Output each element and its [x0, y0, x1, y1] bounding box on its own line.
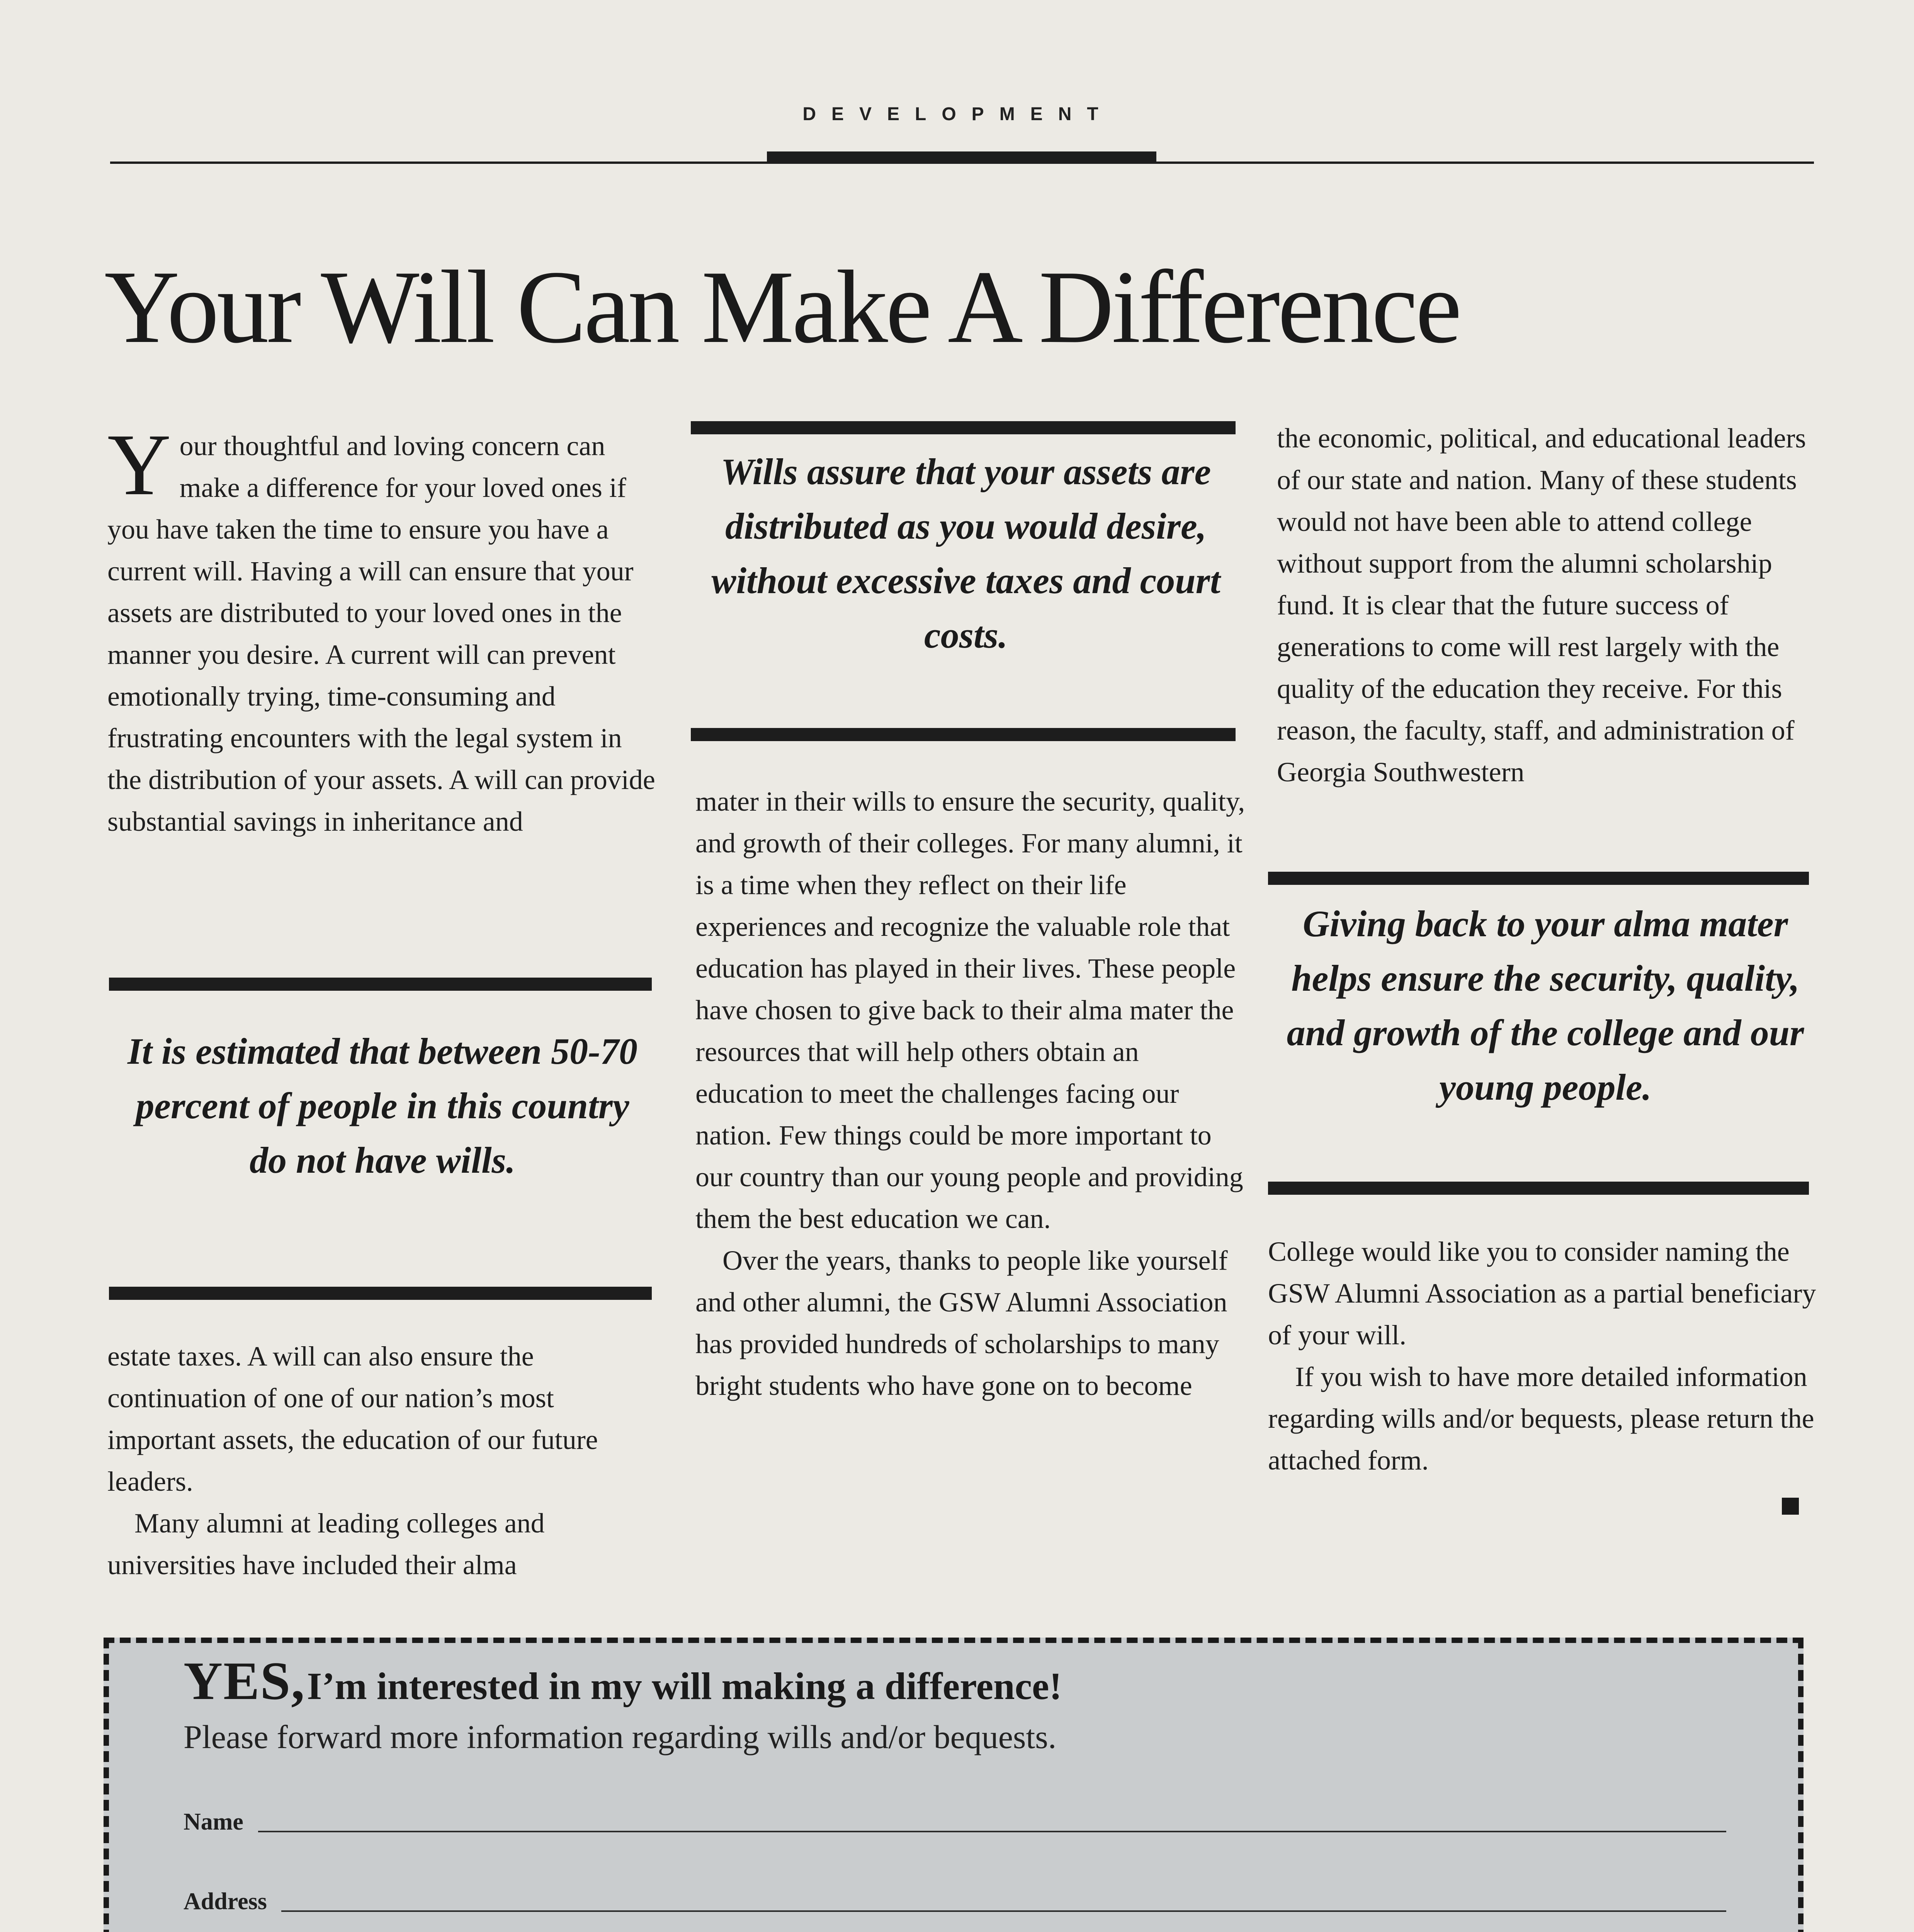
- paragraph: Many alumni at leading colleges and universities have included their alma: [107, 1508, 545, 1580]
- form-title-yes: YES,: [184, 1651, 306, 1711]
- pullquote-rule-top: [1268, 872, 1809, 885]
- header-accent-bar: [767, 151, 1156, 164]
- pullquote-rule-bottom: [109, 1287, 652, 1300]
- address-field[interactable]: [281, 1910, 1726, 1912]
- pullquote-rule-top: [691, 421, 1236, 434]
- pullquote-rule-bottom: [691, 728, 1236, 741]
- column-1-top: [107, 416, 656, 842]
- column-2: [695, 781, 1252, 1406]
- form-title-text: I’m interested in my will making a difference!: [307, 1665, 1062, 1708]
- pullquote-3: Giving back to your alma mater helps ensure the security, quality, and growth of the college and our young people.: [1287, 903, 1804, 1108]
- paragraph: mater in their wills to ensure the security, quality, and growth of their colleges. For many alumni, it is a time when they reflect on their life experiences and recognize the valuable role that education has played in their lives. These people have chosen to give back to their alma mater the resources that will help others obtain an education to meet the challenges facing our nation. Few things could be more important to our country than our young people and providing them the best education we can.: [695, 786, 1245, 1234]
- pullquote-1: It is estimated that between 50-70 percent of people in this country do not have wills.: [127, 1031, 637, 1181]
- column-3-top: [1277, 417, 1829, 793]
- paragraph: If you wish to have more detailed information regarding wills and/or bequests, please return the attached form.: [1268, 1361, 1814, 1476]
- section-label: DEVELOPMENT: [802, 104, 1114, 124]
- column-3-bottom: [1268, 1231, 1821, 1481]
- end-mark: [1782, 1498, 1799, 1515]
- paragraph: estate taxes. A will can also ensure the continuation of one of our nation’s most important assets, the education of our future leaders.: [107, 1341, 598, 1497]
- column-1-bottom: [107, 1335, 656, 1586]
- address-label: Address: [184, 1888, 267, 1915]
- form-title: [184, 1650, 1062, 1712]
- name-field[interactable]: [258, 1831, 1726, 1832]
- pullquote-rule-top: [109, 978, 652, 991]
- paragraph: the economic, political, and educational leaders of our state and nation. Many of these students would not have been able to attend college without support from the alumni scholarship fund. It is clear that the future success of generations to come will rest largely with the quality of the education they receive. For this reason, the faculty, staff, and administration of Georgia Southwestern: [1277, 423, 1806, 787]
- paragraph: Over the years, thanks to people like yourself and other alumni, the GSW Alumni Association has provided hundreds of scholarships to many bright students who have gone on to become: [695, 1245, 1228, 1401]
- headline: Your Will Can Make A Difference: [104, 249, 1460, 365]
- pullquote-rule-bottom: [1268, 1182, 1809, 1195]
- drop-cap: Y: [107, 416, 171, 514]
- form-subtitle: Please forward more information regarding wills and/or bequests.: [184, 1718, 1057, 1755]
- name-label: Name: [184, 1809, 243, 1835]
- paragraph: our thoughtful and loving concern can make a difference for your loved ones if you have taken the time to ensure you have a current will. Having a will can ensure that your assets are distributed to your loved ones in the manner you desire. A current will can prevent emotionally trying, time-consuming and frustrating encounters with the legal system in the distribution of your assets. A will can provide substantial savings in inheritance and: [107, 430, 655, 837]
- paragraph: College would like you to consider naming the GSW Alumni Association as a partial beneficiary of your will.: [1268, 1236, 1816, 1350]
- pullquote-2: Wills assure that your assets are distributed as you would desire, without excessive taxes and court costs.: [711, 451, 1220, 656]
